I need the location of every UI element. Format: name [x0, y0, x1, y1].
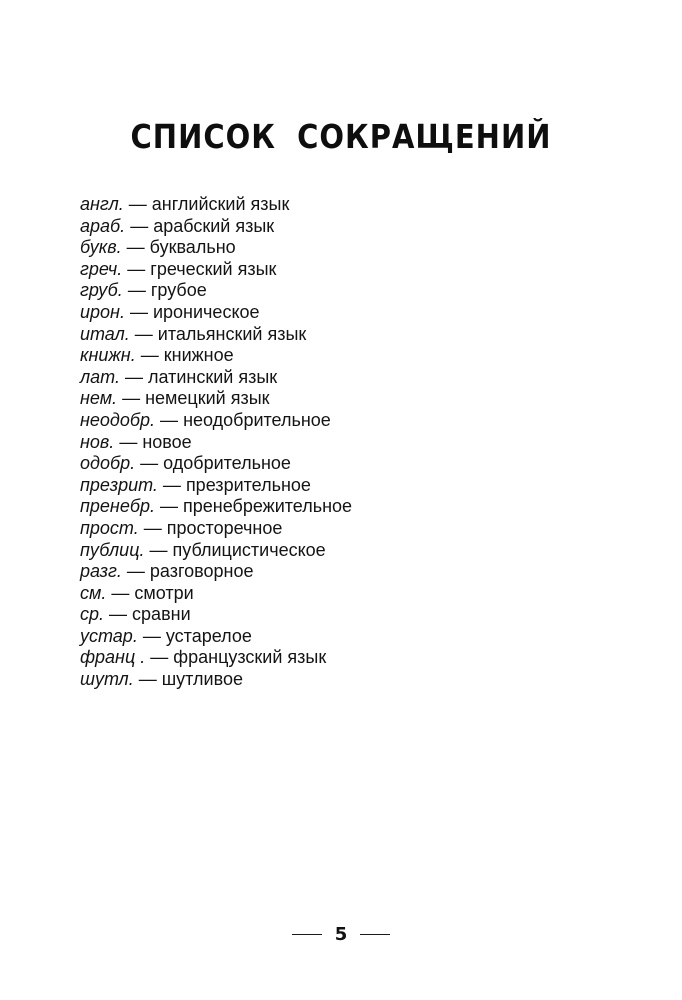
meaning: итальянский язык — [157, 323, 307, 344]
list-item — [80, 302, 352, 324]
dash: — — [127, 280, 146, 301]
abbreviation: одобр. — [80, 453, 136, 474]
dash: — — [138, 669, 157, 690]
page-title: СПИСОК СОКРАЩЕНИЙ — [130, 118, 552, 157]
abbreviation: ср. — [80, 604, 105, 625]
list-item — [80, 237, 352, 259]
list-item — [80, 583, 352, 605]
dash: — — [160, 409, 179, 430]
dash: — — [143, 517, 162, 538]
footer-rule-left — [292, 934, 322, 935]
dash: — — [128, 194, 147, 214]
list-item — [80, 540, 352, 562]
meaning: просторечное — [166, 517, 283, 538]
meaning: буквально — [149, 237, 236, 258]
abbreviation: груб. — [80, 280, 123, 301]
meaning: разговорное — [149, 561, 254, 582]
dash: — — [129, 301, 148, 322]
abbreviation: франц . — [80, 647, 146, 668]
list-item — [80, 345, 352, 367]
meaning: устарелое — [165, 625, 252, 646]
meaning: пренебрежительное — [183, 496, 353, 517]
meaning: греческий язык — [150, 258, 277, 279]
abbreviation: разг. — [80, 561, 122, 582]
abbreviation-list — [80, 194, 352, 691]
dash: — — [124, 366, 143, 387]
list-item — [80, 669, 352, 691]
abbreviation: шутл. — [80, 669, 134, 690]
dash: — — [140, 345, 159, 366]
meaning: грубое — [150, 280, 207, 301]
list-item — [80, 259, 352, 281]
abbreviation: см. — [80, 582, 107, 603]
abbreviation: лат. — [80, 366, 120, 387]
meaning: французский язык — [173, 647, 327, 668]
dash: — — [162, 474, 181, 495]
meaning: латинский язык — [148, 366, 278, 387]
list-item — [80, 518, 352, 540]
list-item — [80, 216, 352, 238]
footer-rule-right — [360, 934, 390, 935]
dash: — — [160, 496, 178, 517]
page-footer — [0, 924, 682, 945]
dash: — — [127, 258, 146, 279]
abbreviation: греч. — [80, 258, 123, 279]
abbreviation: пренебр. — [80, 496, 155, 517]
dash: — — [150, 647, 169, 668]
list-item — [80, 475, 352, 497]
dash: — — [126, 561, 145, 582]
meaning: немецкий язык — [145, 388, 270, 409]
abbreviation: араб. — [80, 215, 126, 236]
abbreviation: нем. — [80, 388, 118, 409]
list-item — [80, 453, 352, 475]
abbreviation: неодобр. — [80, 409, 156, 430]
dash: — — [126, 237, 145, 258]
list-item — [80, 367, 352, 389]
dash: — — [111, 582, 130, 603]
abbreviation: ирон. — [80, 301, 125, 322]
dash: — — [140, 453, 159, 474]
list-item — [80, 604, 352, 626]
meaning: смотри — [134, 582, 194, 603]
abbreviation: устар. — [80, 625, 138, 646]
list-item — [80, 388, 352, 410]
list-item — [80, 626, 352, 648]
dash: — — [134, 323, 153, 344]
dash: — — [130, 215, 149, 236]
list-item — [80, 432, 352, 454]
meaning: публицистическое — [172, 539, 326, 560]
meaning: неодобрительное — [183, 409, 331, 430]
meaning: английский язык — [151, 194, 290, 214]
abbreviation: публиц. — [80, 539, 145, 560]
abbreviation: нов. — [80, 431, 115, 452]
abbreviation: презрит. — [80, 474, 158, 495]
abbreviation: англ. — [80, 194, 124, 214]
list-item — [80, 194, 352, 216]
meaning: книжное — [163, 345, 234, 366]
list-item — [80, 647, 352, 669]
abbreviation: книжн. — [80, 345, 136, 366]
meaning: презрительное — [185, 474, 311, 495]
list-item — [80, 561, 352, 583]
list-item — [80, 324, 352, 346]
meaning: арабский язык — [153, 215, 275, 236]
dash: — — [122, 388, 141, 409]
abbreviation: прост. — [80, 517, 139, 538]
meaning: одобрительное — [163, 453, 291, 474]
meaning: новое — [142, 431, 192, 452]
list-item — [80, 496, 352, 518]
dash: — — [119, 431, 138, 452]
meaning: сравни — [132, 604, 191, 625]
dash: — — [109, 604, 128, 625]
meaning: шутливое — [161, 669, 243, 690]
meaning: ироническое — [152, 301, 260, 322]
abbreviation: букв. — [80, 237, 122, 258]
dash: — — [142, 625, 161, 646]
dash: — — [149, 539, 168, 560]
list-item — [80, 410, 352, 432]
list-item — [80, 280, 352, 302]
abbreviation: итал. — [80, 323, 130, 344]
page-number: 5 — [334, 924, 348, 945]
